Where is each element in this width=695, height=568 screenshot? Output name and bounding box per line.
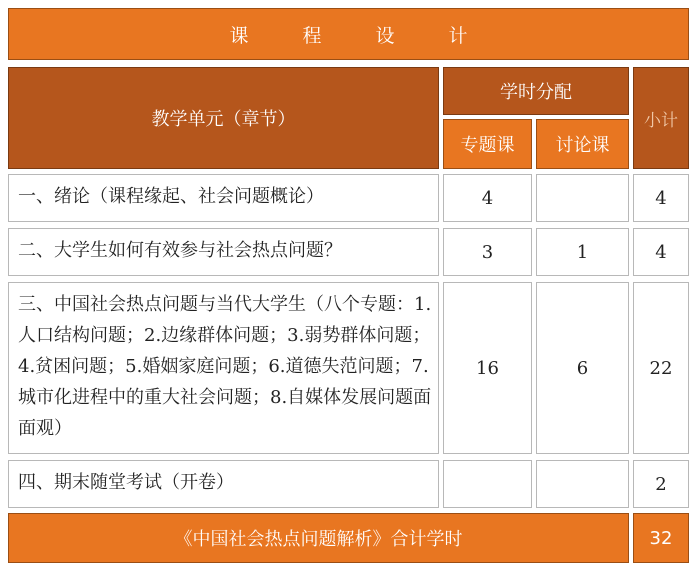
- row-3-subtotal: 22: [633, 282, 689, 454]
- header-discussion: 讨论课: [536, 119, 629, 169]
- footer-total-label: 《中国社会热点问题解析》合计学时: [8, 513, 629, 563]
- table-title: 课 程 设 计: [8, 8, 689, 60]
- row-2-unit: 二、大学生如何有效参与社会热点问题？: [8, 228, 439, 276]
- header-lecture: 专题课: [443, 119, 532, 169]
- row-4-lecture: [443, 460, 532, 508]
- row-2-lecture: 3: [443, 228, 532, 276]
- row-1-discussion: [536, 174, 629, 222]
- row-3-unit: 三、中国社会热点问题与当代大学生（八个专题：1.人口结构问题；2.边缘群体问题；3.弱势群体问题；4.贫困问题；5.婚姻家庭问题；6.道德失范问题；7.城市化进程中的重大社会问题；8.自媒体发展问题面面观）: [8, 282, 439, 454]
- row-4-subtotal: 2: [633, 460, 689, 508]
- row-4-discussion: [536, 460, 629, 508]
- footer-total-value: 32: [633, 513, 689, 563]
- row-1-lecture: 4: [443, 174, 532, 222]
- header-hours-group: 学时分配: [443, 67, 629, 115]
- header-subtotal: 小计: [633, 67, 689, 169]
- row-3-lecture: 16: [443, 282, 532, 454]
- row-2-subtotal: 4: [633, 228, 689, 276]
- header-unit: 教学单元（章节）: [8, 67, 439, 169]
- row-4-unit: 四、期末随堂考试（开卷）: [8, 460, 439, 508]
- row-1-unit: 一、绪论（课程缘起、社会问题概论）: [8, 174, 439, 222]
- row-1-subtotal: 4: [633, 174, 689, 222]
- row-3-discussion: 6: [536, 282, 629, 454]
- row-2-discussion: 1: [536, 228, 629, 276]
